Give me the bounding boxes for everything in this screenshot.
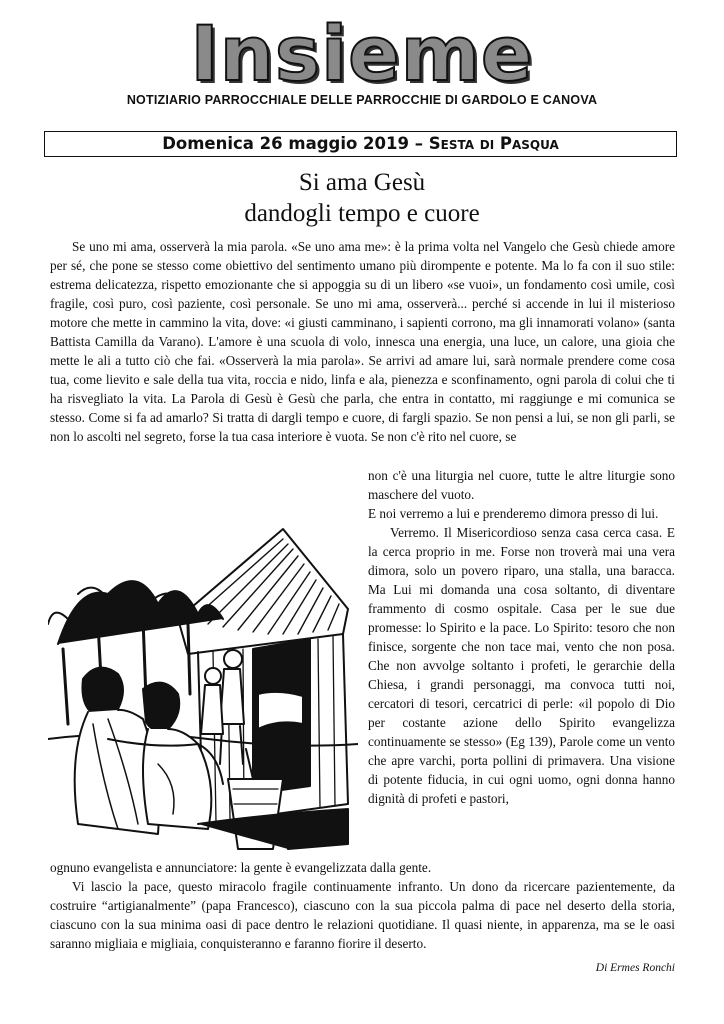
- article-body-bottom: [50, 858, 675, 953]
- article-title: [0, 167, 724, 229]
- paragraph: Verremo. Il Misericordioso senza casa cerca casa. E la cerca proprio in me. Forse non troverà mai una vera dimora, solo un povero riparo, una stalla, una baracca. Ma Lui mi domanda una cosa soltanto, di diventare frammento di cosmo ospitale. Casa per le sue due promesse: lo Spirito e la pace. Lo Spirito: tesoro che non finisce, sorgente che non tace mai, vento che non posa. Che non avvolge soltanto i profeti, le gerarchie della Chiesa, i grandi personaggi, ma convoca tutti noi, cercatori di tesori, cercatrici di perle: «il popolo di Dio per costante azione dello Spirito evangelizza continuamente se stesso» (Eg 139), Parole come un vento che apre varchi, porta pollini di primavera. Una visione di potente fiducia, in cui ogni uomo, ogni donna hanno dignità di profeti e pastori,: [368, 525, 675, 806]
- author-signature: Di Ermes Ronchi: [595, 962, 675, 974]
- paragraph: Vi lascio la pace, questo miracolo fragile continuamente infranto. Un dono da ricercare pazientemente, da costruire “artigianalmente” (papa Francesco), ciascuno con la sua piccola palma di pace nel deserto della storia, ciascuno con la sua minima oasi di pace dentro le relazioni quotidiane. Il quasi niente, in apparenza, ma se le oasi saranno migliaia e migliaia, conquisteranno e faranno fiorire il deserto.: [50, 879, 675, 951]
- newsletter-subtitle: NOTIZIARIO PARROCCHIALE DELLE PARROCCHIE DI GARDOLO E CANOVA: [126, 93, 598, 107]
- paragraph-continuation: ognuno evangelista e annunciatore: la gente è evangelizzata dalla gente.: [50, 860, 432, 875]
- liturgical-occasion: Sesta di Pasqua: [428, 134, 559, 153]
- article-body-top: [50, 237, 675, 446]
- paragraph-continuation: non c'è una liturgia nel cuore, tutte le altre liturgie sono maschere del vuoto.: [368, 468, 675, 502]
- date-text: Domenica 26 maggio 2019 –: [162, 134, 423, 153]
- jesus-and-disciples-hut-illustration: [48, 524, 358, 854]
- date-banner: [44, 131, 677, 157]
- article-body-right-column: [368, 466, 675, 808]
- newsletter-masthead: Insieme: [190, 9, 534, 98]
- article-title-line-1: Si ama Gesù: [298, 169, 426, 196]
- paragraph: E noi verremo a lui e prenderemo dimora presso di lui.: [368, 506, 659, 521]
- paragraph: Se uno mi ama, osserverà la mia parola. «Se uno ama me»: è la prima volta nel Vangelo che Gesù chiede amore per sé, che pone se stesso come obiettivo del sentimento umano più dirompente e potente. Ma lo fa con il suo stile: estrema delicatezza, rispetto emozionante che si appoggia su di un libero «se vuoi», un fondamento così umile, così fragile, così puro, così paziente, così personale. Se uno mi ama, osserverà... perché si accende in lui il misterioso motore che mette in cammino la vita, dove: «i giusti camminano, i sapienti corrono, ma gli innamorati volano» (santa Battista Camilla da Varano). L'amore è una scuola di volo, innesca una energia, una luce, un calore, una gioia che mette le ali a tutto ciò che fai. «Osserverà la mia parola». Se arrivi ad amare lui, sarà normale prendere come cosa tua, come lievito e sale della tua vita, roccia e nido, linfa e ala, pienezza e sconfinamento, ogni parola di colui che ti ha risvegliato la vita. La Parola di Gesù è Gesù che parla, che entra in contatto, mi raggiunge e mi comunica se stesso. Come si fa ad amarlo? Si tratta di dargli tempo e cuore, di fargli spazio. Se non pensi a lui, se non gli parli, se non lo ascolti nel segreto, forse la tua casa interiore è vuota. Se non c'è rito nel cuore, se: [50, 239, 675, 444]
- article-title-line-2: dandogli tempo e cuore: [244, 200, 480, 227]
